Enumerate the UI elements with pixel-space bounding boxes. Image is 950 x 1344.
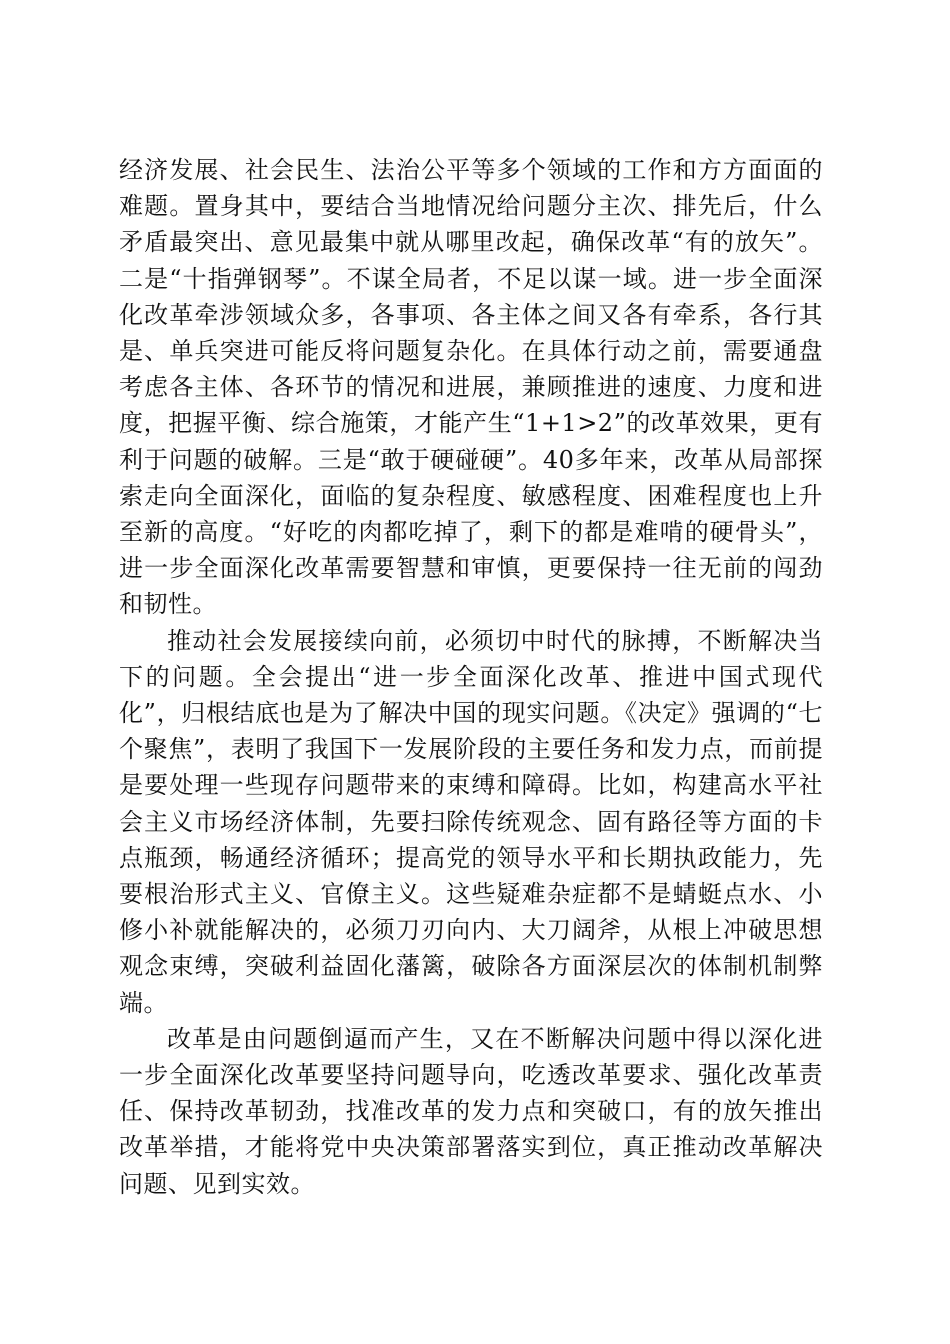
document-body bbox=[119, 152, 823, 1202]
paragraph-1: 经济发展、社会民生、法治公平等多个领域的工作和方方面面的难题。置身其中，要结合当地情况给问题分主次、排先后，什么矛盾最突出、意见最集中就从哪里改起，确保改革“有的放矢”。二是“十指弹钢琴”。不谋全局者，不足以谋一域。进一步全面深化改革牵涉领域众多，各事项、各主体之间又各有牵系，各行其是、单兵突进可能反将问题复杂化。在具体行动之前，需要通盘考虑各主体、各环节的情况和进展，兼顾推进的速度、力度和进度，把握平衡、综合施策，才能产生“1+1>2”的改革效果，更有利于问题的破解。三是“敢于硬碰硬”。40多年来，改革从局部探索走向全面深化，面临的复杂程度、敏感程度、困难程度也上升至新的高度。“好吃的肉都吃掉了，剩下的都是难啃的硬骨头”，进一步全面深化改革需要智慧和审慎，更要保持一往无前的闯劲和韧性。 bbox=[119, 156, 823, 619]
paragraph-3: 改革是由问题倒逼而产生，又在不断解决问题中得以深化进一步全面深化改革要坚持问题导向，吃透改革要求、强化改革责任、保持改革韧劲，找准改革的发力点和突破口，有的放矢推出改革举措，才能将党中央决策部署落实到位，真正推动改革解决问题、见到实效。 bbox=[119, 1024, 823, 1198]
paragraph-2: 推动社会发展接续向前，必须切中时代的脉搏，不断解决当下的问题。全会提出“进一步全面深化改革、推进中国式现代化”，归根结底也是为了解决中国的现实问题。《决定》强调的“七个聚焦”，表明了我国下一发展阶段的主要任务和发力点，而前提是要处理一些现存问题带来的束缚和障碍。比如，构建高水平社会主义市场经济体制，先要扫除传统观念、固有路径等方面的卡点瓶颈，畅通经济循环；提高党的领导水平和长期执政能力，先要根治形式主义、官僚主义。这些疑难杂症都不是蜻蜓点水、小修小补就能解决的，必须刀刃向内、大刀阔斧，从根上冲破思想观念束缚，突破利益固化藩篱，破除各方面深层次的体制机制弊端。 bbox=[119, 626, 823, 1017]
